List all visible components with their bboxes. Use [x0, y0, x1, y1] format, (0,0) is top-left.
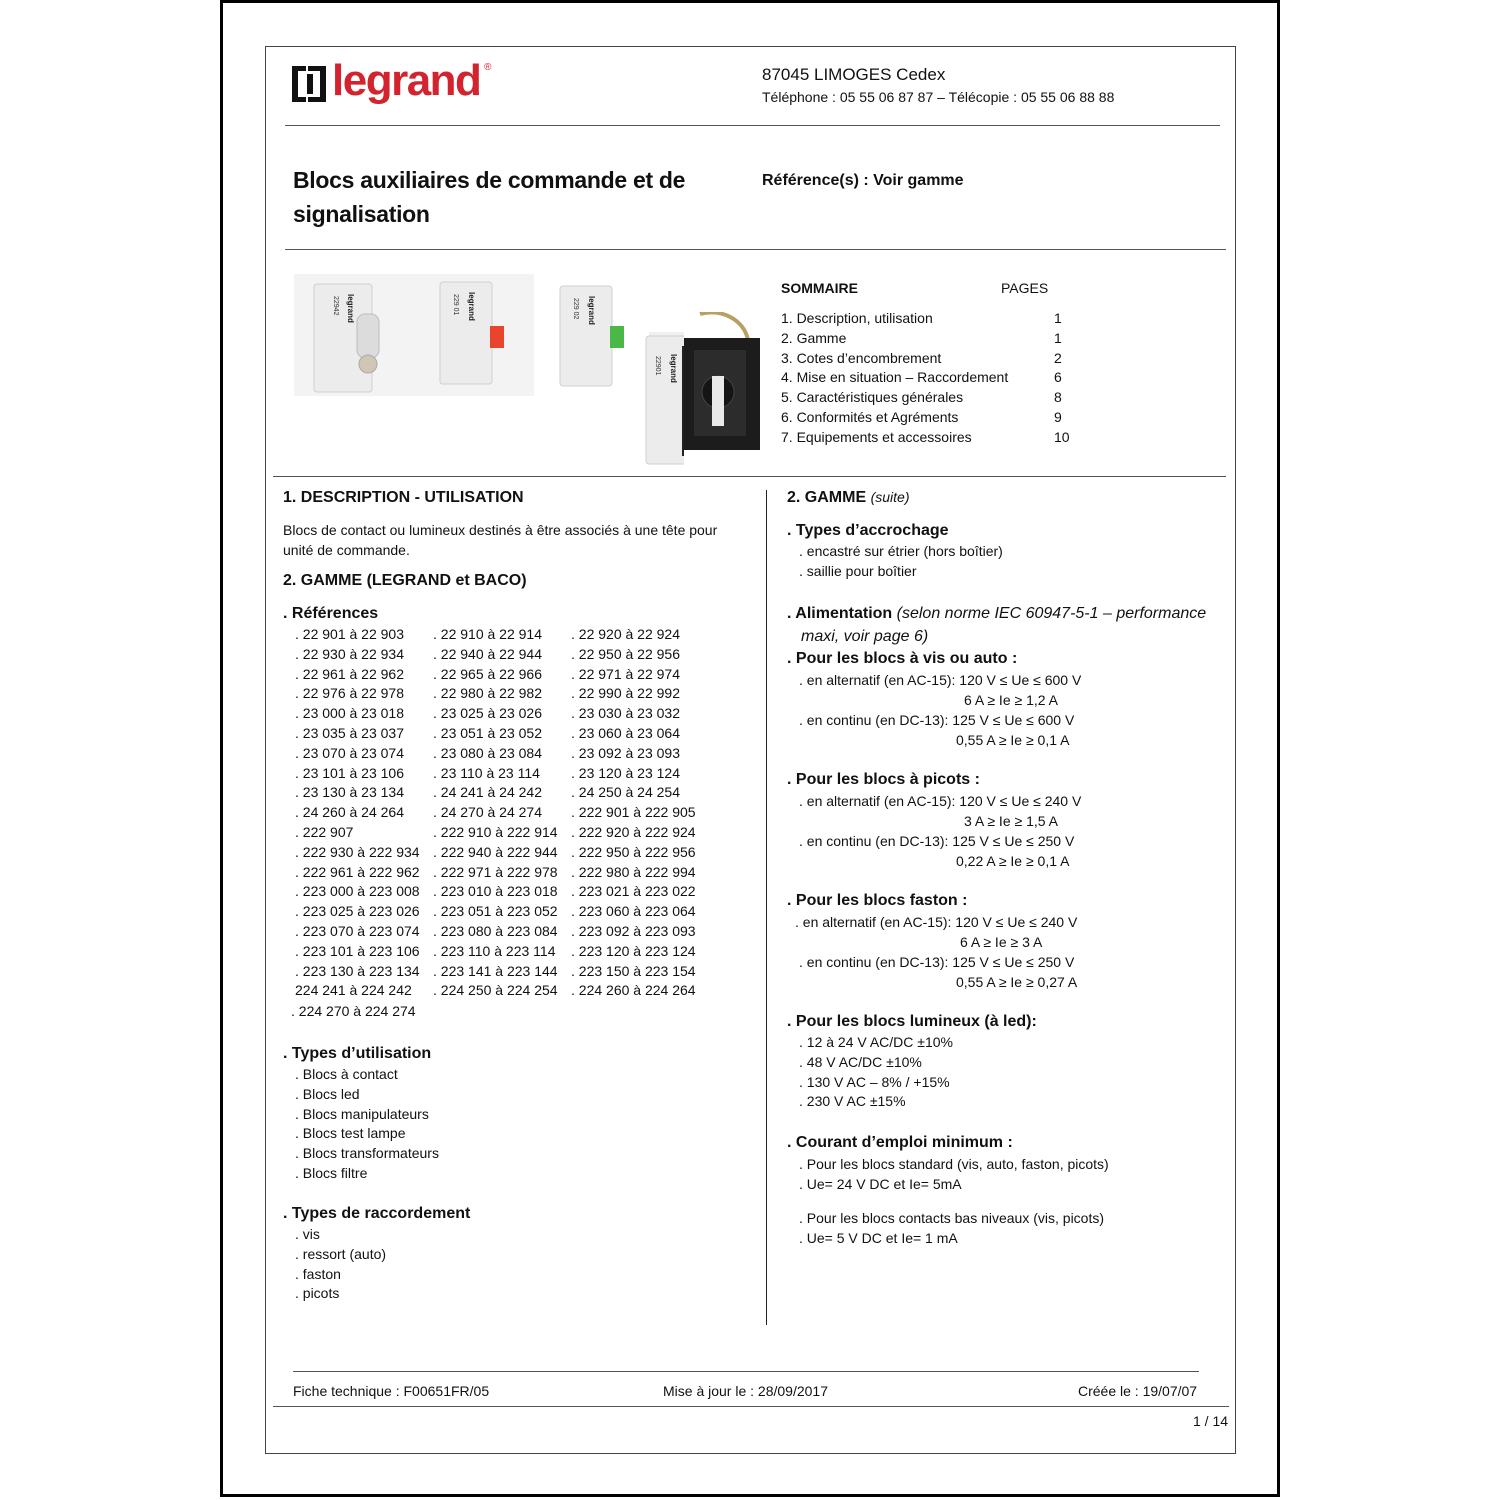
- logo-text: legrand: [332, 56, 481, 105]
- supply-heading: . Alimentation (selon norme IEC 60947-5-1 – performance: [787, 605, 1207, 622]
- usage-list: [295, 1065, 439, 1184]
- toc-item[interactable]: 6. Conformités et Agréments 9: [781, 408, 1062, 425]
- reference-range: 224 241 à 224 242: [295, 982, 412, 999]
- reference-range: . 223 110 à 223 114: [433, 942, 556, 959]
- connection-list: [295, 1225, 386, 1304]
- toc-heading: SOMMAIRE: [781, 280, 858, 296]
- reference-range: . 23 101 à 23 106: [295, 764, 404, 781]
- usage-item: . Blocs à contact: [295, 1066, 398, 1082]
- reference-range: . 22 980 à 22 982: [433, 685, 542, 702]
- toc-item[interactable]: 4. Mise en situation – Raccordement 6: [781, 369, 1062, 386]
- footer-updated: Mise à jour le : 28/09/2017: [663, 1383, 828, 1399]
- usage-item: . Blocs test lampe: [295, 1125, 406, 1142]
- mount-item: . encastré sur étrier (hors boîtier): [799, 543, 1003, 559]
- toc-item[interactable]: 1. Description, utilisation 1: [781, 310, 1062, 326]
- faston-heading: . Pour les blocs faston :: [787, 892, 968, 909]
- current-line-4: . Ue= 5 V DC et Ie= 1 mA: [799, 1230, 958, 1246]
- usage-item: . Blocs filtre: [295, 1164, 368, 1181]
- reference-range: . 223 120 à 223 124: [571, 942, 696, 959]
- references: Référence(s) : Voir gamme: [762, 172, 964, 189]
- divider: [285, 249, 1226, 250]
- reference-range: . 223 021 à 223 022: [571, 883, 696, 900]
- reference-range: . 223 130 à 223 134: [295, 962, 420, 979]
- reference-range: . 223 150 à 223 154: [571, 962, 696, 979]
- p1-brand: legrand: [346, 294, 355, 323]
- reference-range: . 222 907: [295, 823, 354, 840]
- reference-range: . 223 010 à 223 018: [433, 883, 558, 900]
- reference-range: . 23 051 à 23 052: [433, 724, 542, 741]
- current-line-1: . Pour les blocs standard (vis, auto, faston, picots): [799, 1156, 1109, 1172]
- toc-pages-heading: PAGES: [1001, 280, 1049, 296]
- reference-range: . 222 971 à 222 978: [433, 863, 558, 880]
- reference-range: . 22 930 à 22 934: [295, 645, 404, 662]
- references-heading: . Références: [283, 605, 379, 622]
- faston-line-3: . en continu (en DC-13): 125 V ≤ Ue ≤ 250 V: [799, 954, 1075, 970]
- column-divider: [766, 490, 767, 1325]
- reference-range: . 23 000 à 23 018: [295, 705, 404, 722]
- led-item: . 48 V AC/DC ±10%: [799, 1053, 922, 1070]
- screw-line-2: 6 A ≥ Ie ≥ 1,2 A: [964, 692, 1058, 708]
- screw-heading: . Pour les blocs à vis ou auto :: [787, 650, 1018, 667]
- reference-range: . 23 092 à 23 093: [571, 744, 680, 761]
- footer-divider-2: [273, 1406, 1229, 1407]
- toc-item[interactable]: 3. Cotes d’encombrement 2: [781, 349, 1062, 366]
- p1-ref: 22942: [332, 296, 339, 316]
- reference-range: . 22 901 à 22 903: [295, 626, 404, 642]
- current-heading: . Courant d’emploi minimum :: [787, 1134, 1013, 1151]
- reference-range: . 22 976 à 22 978: [295, 685, 404, 702]
- pin-line-1: . en alternatif (en AC-15): 120 V ≤ Ue ≤ 240 V: [799, 793, 1082, 809]
- reference-range: . 224 260 à 224 264: [571, 982, 696, 999]
- pin-heading: . Pour les blocs à picots :: [787, 771, 980, 788]
- references-last: . 224 270 à 224 274: [291, 1003, 416, 1019]
- usage-item: . Blocs transformateurs: [295, 1145, 439, 1162]
- product-photo-image: [294, 274, 684, 466]
- reference-range: . 222 920 à 222 924: [571, 823, 696, 840]
- connection-item: . picots: [295, 1285, 340, 1302]
- reference-range: . 23 060 à 23 064: [571, 724, 680, 741]
- reference-range: . 222 930 à 222 934: [295, 843, 420, 860]
- footer-created: Créée le : 19/07/07: [1078, 1383, 1198, 1399]
- reference-range: . 23 080 à 23 084: [433, 744, 542, 761]
- usage-heading: . Types d’utilisation: [283, 1045, 432, 1062]
- reference-range: . 22 940 à 22 944: [433, 645, 542, 662]
- current-line-2: . Ue= 24 V DC et Ie= 5mA: [799, 1176, 962, 1192]
- reference-range: . 23 110 à 23 114: [433, 764, 540, 781]
- divider: [273, 476, 1226, 477]
- page-number: 1 / 14: [1193, 1413, 1229, 1429]
- reference-range: . 24 241 à 24 242: [433, 784, 542, 801]
- section-1-text-2: unité de commande.: [283, 542, 410, 558]
- reference-range: . 223 080 à 223 084: [433, 922, 558, 939]
- reference-range: . 22 950 à 22 956: [571, 645, 680, 662]
- toc-list: [781, 309, 1070, 448]
- product-base-image: [682, 312, 762, 458]
- pin-line-3: . en continu (en DC-13): 125 V ≤ Ue ≤ 250 V: [799, 833, 1075, 849]
- mount-heading: . Types d’accrochage: [787, 522, 949, 539]
- reference-range: . 222 940 à 222 944: [433, 843, 558, 860]
- usage-item: . Blocs manipulateurs: [295, 1105, 429, 1122]
- connection-heading: . Types de raccordement: [283, 1205, 471, 1222]
- p2-ref: 229 01: [452, 294, 459, 316]
- reference-range: . 222 961 à 222 962: [295, 863, 420, 880]
- p3-ref: 229 02: [572, 298, 579, 320]
- supply-note-2: maxi, voir page 6): [801, 628, 929, 645]
- p3-brand: legrand: [587, 296, 596, 325]
- section-2-cont-heading: 2. GAMME (suite): [787, 489, 910, 506]
- reference-range: . 223 025 à 223 026: [295, 903, 420, 920]
- legrand-logo-mark-icon: [292, 66, 328, 104]
- pin-line-2: 3 A ≥ Ie ≥ 1,5 A: [964, 813, 1058, 829]
- pin-line-4: 0,22 A ≥ Ie ≥ 0,1 A: [956, 853, 1070, 869]
- reference-range: . 24 270 à 24 274: [433, 804, 542, 821]
- reference-range: . 223 141 à 223 144: [433, 962, 558, 979]
- reference-range: . 224 250 à 224 254: [433, 982, 558, 999]
- screw-line-3: . en continu (en DC-13): 125 V ≤ Ue ≤ 600 V: [799, 712, 1075, 728]
- reference-range: . 24 260 à 24 264: [295, 804, 404, 821]
- product-photo-base: [682, 312, 762, 458]
- mount-list: [799, 542, 1003, 582]
- reference-range: . 24 250 à 24 254: [571, 784, 680, 801]
- footer-divider: [293, 1371, 1199, 1372]
- current-line-3: . Pour les blocs contacts bas niveaux (vis, picots): [799, 1210, 1105, 1226]
- references-col-3: [571, 625, 696, 1001]
- toc-item[interactable]: 2. Gamme 1: [781, 329, 1062, 346]
- connection-item: . faston: [295, 1265, 341, 1282]
- address: 87045 LIMOGES Cedex: [762, 65, 946, 84]
- reference-range: . 22 920 à 22 924: [571, 626, 680, 642]
- reference-range: . 223 101 à 223 106: [295, 942, 420, 959]
- led-item: . 12 à 24 V AC/DC ±10%: [799, 1034, 953, 1050]
- mount-item: . saillie pour boîtier: [799, 562, 917, 579]
- faston-line-2: 6 A ≥ Ie ≥ 3 A: [960, 934, 1043, 950]
- reference-range: . 22 971 à 22 974: [571, 665, 680, 682]
- product-photos: [294, 274, 684, 466]
- led-item: . 130 V AC – 8% / +15%: [799, 1073, 950, 1090]
- reference-range: . 223 092 à 223 093: [571, 922, 696, 939]
- led-item: . 230 V AC ±15%: [799, 1093, 906, 1110]
- p2-brand: legrand: [467, 292, 476, 321]
- screw-line-4: 0,55 A ≥ Ie ≥ 0,1 A: [956, 732, 1070, 748]
- connection-item: . vis: [295, 1226, 320, 1242]
- title-line-1: Blocs auxiliaires de commande et de: [293, 167, 686, 193]
- reference-range: . 222 950 à 222 956: [571, 843, 696, 860]
- reference-range: . 23 120 à 23 124: [571, 764, 680, 781]
- section-1-text-1: Blocs de contact ou lumineux destinés à être associés à une tête pour: [283, 522, 718, 538]
- logo-registered: ®: [484, 62, 492, 73]
- reference-range: . 222 980 à 222 994: [571, 863, 696, 880]
- reference-range: . 23 025 à 23 026: [433, 705, 542, 722]
- led-heading: . Pour les blocs lumineux (à led):: [787, 1013, 1037, 1030]
- reference-range: . 223 060 à 223 064: [571, 903, 696, 920]
- reference-range: . 22 965 à 22 966: [433, 665, 542, 682]
- reference-range: . 223 051 à 223 052: [433, 903, 558, 920]
- section-2-heading: 2. GAMME (LEGRAND et BACO): [283, 572, 527, 589]
- title-line-2: signalisation: [293, 201, 430, 227]
- reference-range: . 22 910 à 22 914: [433, 626, 542, 642]
- reference-range: . 223 070 à 223 074: [295, 922, 420, 939]
- usage-item: . Blocs led: [295, 1085, 360, 1102]
- reference-range: . 23 030 à 23 032: [571, 705, 680, 722]
- toc-item[interactable]: 7. Equipements et accessoires 10: [781, 428, 1070, 445]
- section-1-heading: 1. DESCRIPTION - UTILISATION: [283, 489, 524, 506]
- p4-brand: legrand: [669, 354, 678, 383]
- reference-range: . 222 901 à 222 905: [571, 804, 696, 821]
- phone: Téléphone : 05 55 06 87 87 – Télécopie : 05 55 06 88 88: [762, 89, 1115, 105]
- reference-range: . 23 070 à 23 074: [295, 744, 404, 761]
- toc-item[interactable]: 5. Caractéristiques générales 8: [781, 389, 1062, 406]
- reference-range: . 23 130 à 23 134: [295, 784, 404, 801]
- reference-range: . 22 961 à 22 962: [295, 665, 404, 682]
- faston-line-1: . en alternatif (en AC-15): 120 V ≤ Ue ≤ 240 V: [795, 914, 1078, 930]
- p4-ref: 22901: [654, 356, 661, 376]
- references-col-2: [433, 625, 558, 1001]
- reference-range: . 222 910 à 222 914: [433, 823, 558, 840]
- led-list: [799, 1033, 953, 1112]
- divider: [285, 125, 1220, 126]
- reference-range: . 22 990 à 22 992: [571, 685, 680, 702]
- references-col-1: [295, 625, 420, 1001]
- screw-line-1: . en alternatif (en AC-15): 120 V ≤ Ue ≤ 600 V: [799, 672, 1082, 688]
- page-title: [293, 163, 685, 231]
- reference-range: . 23 035 à 23 037: [295, 724, 404, 741]
- footer-sheet: Fiche technique : F00651FR/05: [293, 1383, 490, 1399]
- faston-line-4: 0,55 A ≥ Ie ≥ 0,27 A: [956, 974, 1078, 990]
- reference-range: . 223 000 à 223 008: [295, 883, 420, 900]
- connection-item: . ressort (auto): [295, 1245, 387, 1262]
